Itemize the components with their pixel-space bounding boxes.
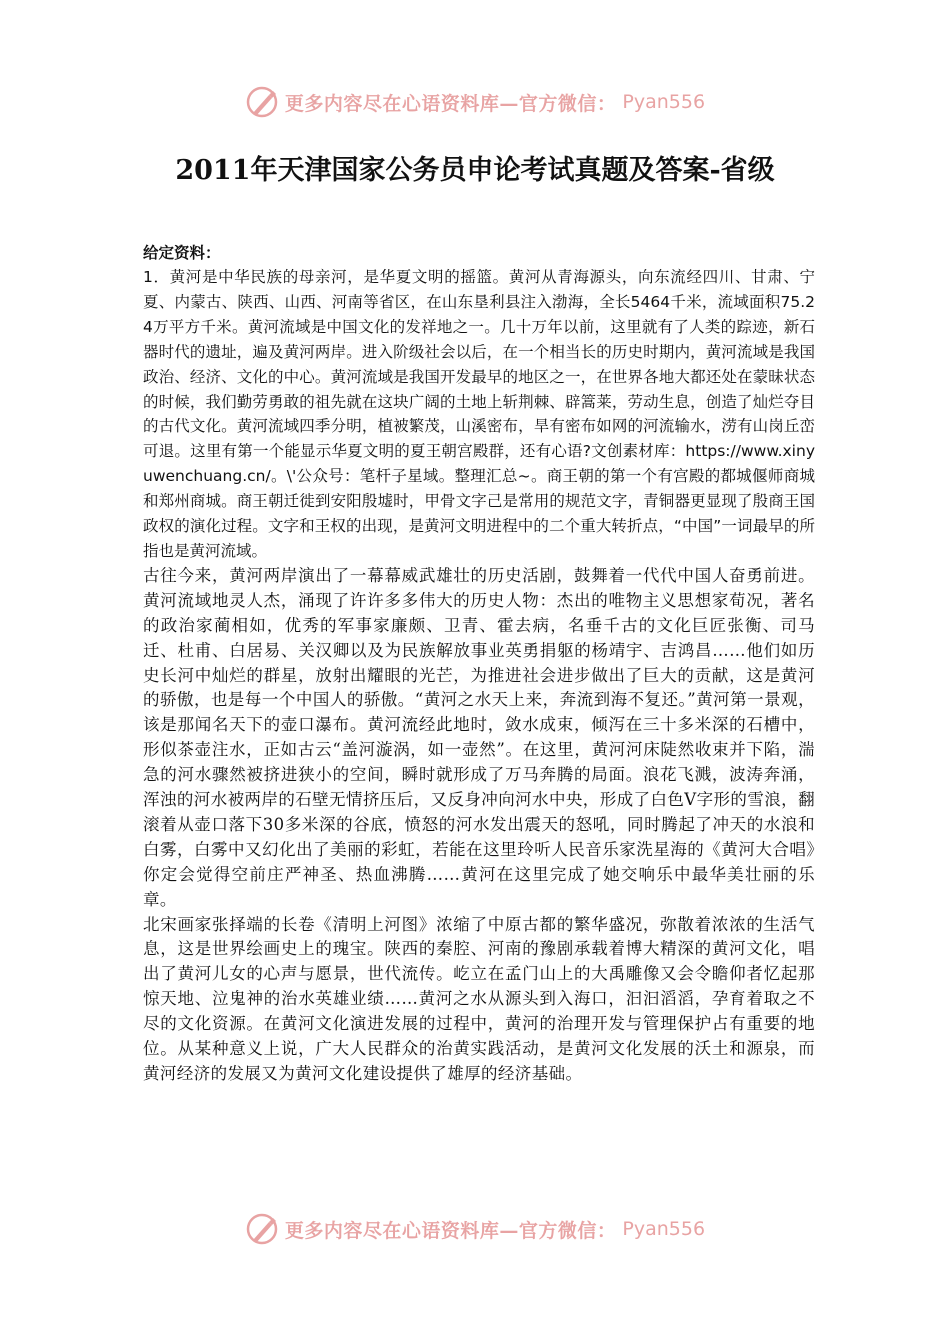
header-watermark-banner	[0, 80, 950, 124]
footer-watermark-banner	[0, 1207, 950, 1251]
pen-logo-icon	[245, 85, 279, 119]
document-title: 2011年天津国家公务员申论考试真题及答案-省级	[175, 155, 775, 186]
banner-wechat-id: Pyan556	[622, 1218, 706, 1240]
paragraph-3: 北宋画家张择端的长卷《清明上河图》浓缩了中原古都的繁华盛况，弥散着浓浓的生活气息，这是世界绘画史上的瑰宝。陕西的秦腔、河南的豫剧承载着博大精深的黄河文化，唱出了黄河儿女的心声与愿景，世代流传。屹立在孟门山上的大禹雕像又会令瞻仰者忆起那惊天地、泣鬼神的治水英雄业绩……黄河之水从源头到入海口，汩汩滔滔，孕育着取之不尽的文化资源。在黄河文化演进发展的过程中，黄河的治理开发与管理保护占有重要的地位。从某种意义上说，广大人民群众的治黄实践活动，是黄河文化发展的沃土和源泉，而黄河经济的发展又为黄河文化建设提供了雄厚的经济基础。	[143, 914, 815, 1083]
section-label: 给定资料：	[143, 244, 221, 262]
banner-wechat-id: Pyan556	[622, 91, 706, 113]
banner-promo-text: 更多内容尽在心语资料库—官方微信：	[284, 1219, 617, 1242]
banner-promo-text: 更多内容尽在心语资料库—官方微信：	[284, 92, 617, 115]
paragraph-2: 古往今来，黄河两岸演出了一幕幕威武雄壮的历史活剧，鼓舞着一代代中国人奋勇前进。黄河流域地灵人杰，涌现了许许多多伟大的历史人物：杰出的唯物主义思想家荀况，著名的政治家蔺相如，优秀的军事家廉颇、卫青、霍去病，名垂千古的文化巨匠张衡、司马迁、杜甫、白居易、关汉卿以及为民族解放事业英勇捐躯的杨靖宇、吉鸿昌……他们如历史长河中灿烂的群星，放射出耀眼的光芒，为推进社会进步做出了巨大的贡献，这是黄河的骄傲，也是每一个中国人的骄傲。“黄河之水天上来，奔流到海不复还。”黄河第一景观，该是那闻名天下的壶口瀑布。黄河流经此地时，敛水成束，倾泻在三十多米深的石槽中，形似茶壶注水，正如古云“盖河漩涡，如一壶然”。在这里，黄河河床陡然收束并下陷，湍急的河水骤然被挤进狭小的空间，瞬时就形成了万马奔腾的局面。浪花飞溅，波涛奔涌，浑浊的河水被两岸的石壁无情挤压后，又反身冲向河水中央，形成了白色V字形的雪浪，翻滚着从壶口落下30多米深的谷底，愤怒的河水发出震天的怒吼，同时腾起了冲天的水浪和白雾，白雾中又幻化出了美丽的彩虹，若能在这里玲听人民音乐家洗星海的《黄河大合唱》你定会觉得空前庄严神圣、热血沸腾……黄河在这里完成了她交响乐中最华美壮丽的乐章。	[143, 565, 815, 909]
pen-logo-icon	[245, 1212, 279, 1246]
paragraph-1: 1．黄河是中华民族的母亲河，是华夏文明的摇篮。黄河从青海源头，向东流经四川、甘肃、宁夏、内蒙古、陕西、山西、河南等省区，在山东垦利县注入渤海，全长5464千米，流域面积75.24万平方千米。黄河流域是中国文化的发祥地之一。几十万年以前，这里就有了人类的踪迹，新石器时代的遗址，遍及黄河两岸。进入阶级社会以后，在一个相当长的历史时期内，黄河流域是我国政治、经济、文化的中心。黄河流域是我国开发最早的地区之一，在世界各地大都还处在蒙昧状态的时候，我们勤劳勇敢的祖先就在这块广阔的土地上斩荆棘、辟篙莱，劳动生息，创造了灿烂夺目的古代文化。黄河流域四季分明，植被繁茂，山溪密布，旱有密布如网的河流输水，涝有山岗丘峦可退。这里有第一个能显示华夏文明的夏王朝宫殿群，还有心语?文创素材库：https://www.xinyuwenchuang.cn/。\'公众号：笔杆子星域。整理汇总~。商王朝的第一个有宫殿的都城偃师商城和郑州商城。商王朝迁徙到安阳殷墟时，甲骨文字己是常用的规范文字，青铜器更显现了殷商王国政权的演化过程。文字和王权的出现，是黄河文明进程中的二个重大转折点，“中国”一词最早的所指也是黄河流域。	[143, 268, 815, 560]
document-body	[143, 241, 815, 1087]
